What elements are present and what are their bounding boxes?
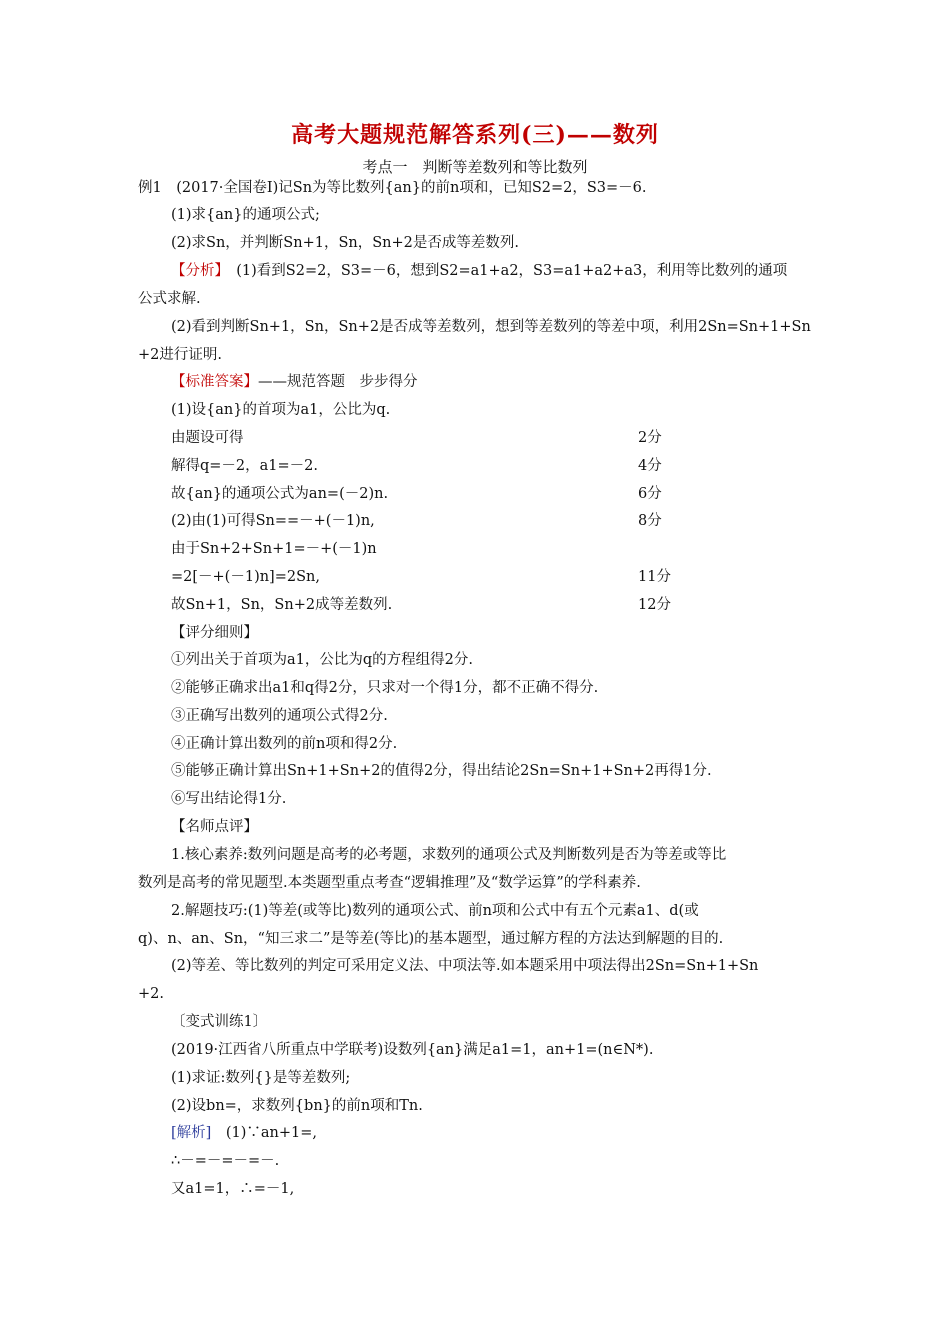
variant-question: (2019·江西省八所重点中学联考)设数列{an}满足a1=1，an+1=(n∈N*). [171,1042,654,1058]
example-statement: 例1 (2017·全国卷Ⅰ)记Sn为等比数列{an}的前n项和，已知S2=2，S3=－6. [138,180,647,196]
analysis-line-4: +2进行证明. [138,347,222,363]
analysis-line-2: 公式求解. [138,291,201,307]
section-subtitle: 考点一 判断等差数列和等比数列 [362,158,588,176]
question-part-1: (1)求{an}的通项公式; [171,207,320,223]
solution-line: ∴－=－=－=－. [171,1153,280,1169]
variant-question: (1)求证:数列{}是等差数列; [171,1070,351,1086]
grading-item: ①列出关于首项为a1，公比为q的方程组得2分. [171,652,473,668]
solution-line: =2[－+(－1)n]=2Sn, [171,569,320,585]
score-mark: 6分 [638,486,662,502]
teacher-comment-heading: 【名师点评】 [171,819,258,835]
grading-item: ②能够正确求出a1和q得2分，只求对一个得1分，都不正确不得分. [171,680,599,696]
solution-tag: [解析] [171,1125,212,1141]
solution-line: 由题设可得 [171,430,244,446]
solution-line: 故{an}的通项公式为an=(－2)n. [171,486,389,502]
grading-item: ⑥写出结论得1分. [171,791,287,807]
score-mark: 8分 [638,513,662,529]
standard-answer-header: 【标准答案】——规范答题 步步得分 [171,374,418,390]
solution-line: 由于Sn+2+Sn+1=－+(－1)n [171,541,377,557]
grading-item: ③正确写出数列的通项公式得2分. [171,708,388,724]
comment-line: 1.核心素养:数列问题是高考的必考题，求数列的通项公式及判断数列是否为等差或等比 [171,847,727,863]
analysis-line-3: (2)看到判断Sn+1，Sn，Sn+2是否成等差数列，想到等差数列的等差中项，利用2Sn=Sn+1+Sn [171,319,811,335]
score-mark: 4分 [638,458,662,474]
grading-details-heading: 【评分细则】 [171,625,258,641]
solution-line: 又a1=1，∴=－1, [171,1181,295,1197]
score-mark: 12分 [638,597,671,613]
solution-line: (1)设{an}的首项为a1，公比为q. [171,402,391,418]
comment-line: 2.解题技巧:(1)等差(或等比)数列的通项公式、前n项和公式中有五个元素a1、d(或 [171,903,699,919]
question-part-2: (2)求Sn，并判断Sn+1，Sn，Sn+2是否成等差数列. [171,235,519,251]
analysis-line-1: 【分析】 (1)看到S2=2，S3=－6，想到S2=a1+a2，S3=a1+a2+a3，利用等比数列的通项 [171,263,788,279]
solution-line: (2)由(1)可得Sn==－+(－1)n, [171,513,375,529]
solution-start: [解析] (1)∵an+1=, [171,1125,317,1141]
comment-line: +2. [138,986,164,1002]
solution-line: 故Sn+1，Sn，Sn+2成等差数列. [171,597,393,613]
solution-line: 解得q=－2，a1=－2. [171,458,319,474]
analysis-tag: 【分析】 [171,263,222,279]
comment-line: (2)等差、等比数列的判定可采用定义法、中项法等.如本题采用中项法得出2Sn=Sn+1+Sn [171,958,759,974]
comment-line: 数列是高考的常见题型.本类题型重点考查“逻辑推理”及“数学运算”的学科素养. [138,875,641,891]
comment-line: q)、n、an、Sn，“知三求二”是等差(等比)的基本题型，通过解方程的方法达到解题的目的. [138,931,724,947]
score-mark: 2分 [638,430,662,446]
score-mark: 11分 [638,569,671,585]
grading-item: ⑤能够正确计算出Sn+1+Sn+2的值得2分，得出结论2Sn=Sn+1+Sn+2再得1分. [171,763,712,779]
standard-answer-tag: 【标准答案】 [171,374,258,390]
variant-question: (2)设bn=，求数列{bn}的前n项和Tn. [171,1098,423,1114]
grading-item: ④正确计算出数列的前n项和得2分. [171,736,398,752]
variant-training-heading: 〔变式训练1〕 [171,1014,268,1030]
page-title: 高考大题规范解答系列(三)——数列 [291,122,659,148]
